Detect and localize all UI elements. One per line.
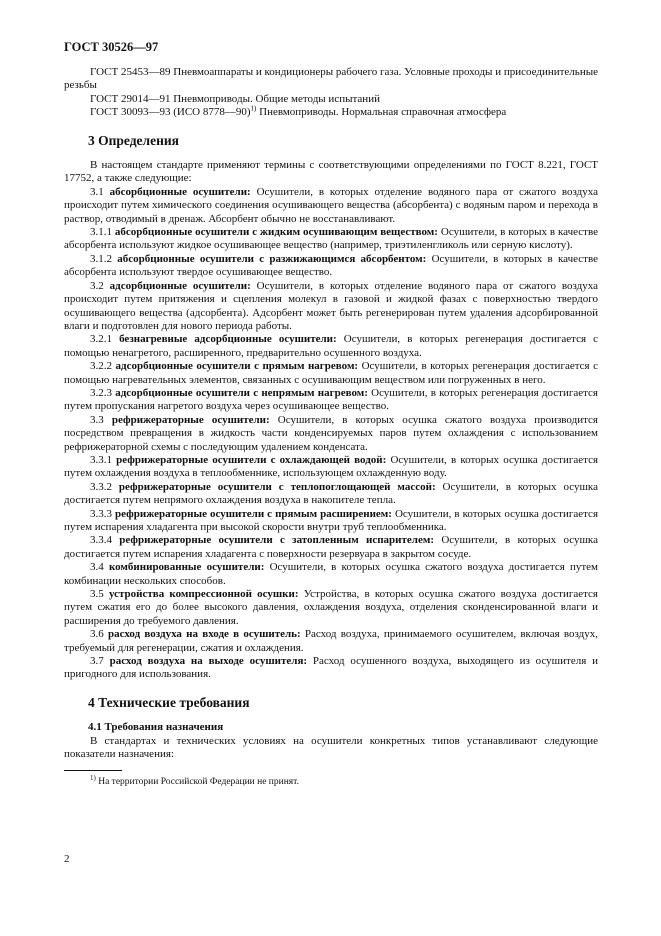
definition-text: Осушители, в которых отделение водяного пара от сжатого воздуха происходит путем притяжения и сцепления молекул в газовой и жидкой фазах с поверхностью твердого осушивающего вещества (адсорбента). Адсорбент может быть регенерирован путем удаления адсорбированной влаги и подготовлен для нового периода работы. [64,279,598,332]
definition-term: расход воздуха на выходе осушителя: [109,655,308,668]
definition-number: 3.2.2 [90,360,116,373]
document-body [64,66,598,789]
definition-term: адсорбционные осушители с непрямым нагревом: [115,386,368,399]
definition-item [64,253,598,280]
definition-item [64,561,598,588]
definition-number: 3.2.3 [90,386,116,399]
definition-text: Осушители, в которых отделение водяного пара от сжатого воздуха происходит путем химического соединения осушивающего вещества (абсорбента) с водяным паром и перехода в раствор, отводимый в дренаж. Абсорбент обычно не восстанавливают. [64,185,598,225]
definition-text: Осушители, в которых регенерация достигается с помощью нагревательных элементов, связанных с осушивающим веществом или погруженных в него. [64,360,598,386]
subsection-4-1-text: В стандартах и технических условиях на осушители конкретных типов устанавливают следующие показатели назначения: [64,734,598,761]
definition-number: 3.4 [90,561,109,574]
definition-number: 3.3.3 [90,507,116,520]
definition-item [64,280,598,334]
reference-code: ГОСТ 25453—89 [90,66,171,78]
footnote-divider [64,770,122,771]
definition-item [64,628,598,655]
definition-text: Осушители, в которых осушка достигается путем испарения хладагента с поверхности резервуара в закрытом сосуде. [64,534,598,560]
definition-term: рефрижераторные осушители с охлаждающей водой: [116,453,387,466]
reference-item [64,93,598,106]
definition-number: 3.6 [90,628,108,641]
footnote-reference: 1) [250,104,257,113]
definition-term: устройства компрессионной осушки: [108,588,299,601]
definition-item [64,226,598,253]
footnote-mark: 1) [90,773,96,782]
reference-code: ГОСТ 29014—91 [90,92,171,105]
definition-number: 3.7 [90,655,110,668]
definition-item [64,333,598,360]
definition-item [64,454,598,481]
definition-text: Устройства, в которых осушка сжатого воздуха достигается путем сжатия его до более высокого давления, охлаждения воздуха, отделения сконденсированной влаги и расширения до требуемого давления. [64,588,598,627]
definition-text: Осушители, в которых осушка достигается путем охлаждения воздуха в теплообменнике, использующем охлажденную воду. [64,453,599,480]
reference-text: Пневмоаппараты и кондиционеры рабочего газа. Условные проходы и присоединительные резьбы [64,66,598,92]
definition-term: адсорбционные осушители: [109,279,251,292]
section-3-heading: 3 Определения [88,132,179,148]
reference-code: ГОСТ 30093—93 (ИСО 8778—90) [90,106,251,119]
definition-number: 3.3.1 [90,453,117,466]
definition-number: 3.2 [90,279,110,292]
definition-text: Осушители, в которых в качестве абсорбента используют жидкое осушивающее вещество (например, триэтиленгликоль или серную кислоту). [64,226,598,252]
definition-number: 3.2.1 [90,333,120,346]
references-list [64,66,598,120]
definition-item [64,508,598,535]
definition-item [64,360,598,387]
definition-term: абсорбционные осушители с разжижающимся абсорбентом: [117,252,427,265]
reference-item [64,106,598,119]
definition-item [64,387,598,414]
definition-text: Осушители, в которых в качестве абсорбента используют твердое осушивающее вещество. [64,252,598,279]
definition-number: 3.3 [90,413,112,426]
definition-term: безнагревные адсорбционные осушители: [119,333,337,346]
definition-number: 3.1.2 [90,252,118,265]
definition-text: Расход осушенного воздуха, выходящего из осушителя и пригодного для использования. [64,655,598,681]
reference-text: Пневмоприводы. Нормальная справочная атмосфера [256,106,507,119]
definition-term: рефрижераторные осушители с прямым расширением: [115,507,392,520]
footnote [64,773,598,789]
definition-text: Осушители, в которых регенерация достигается путем пропускания нагретого воздуха через осушивающее вещество. [64,386,598,413]
subsection-4-1-heading: 4.1 Требования назначения [88,721,224,734]
definition-item [64,534,598,561]
section-4-heading: 4 Технические требования [88,694,250,710]
definition-term: адсорбционные осушители с прямым нагревом: [115,360,359,373]
document-header: ГОСТ 30526—97 [64,40,159,54]
page-number: 2 [64,853,70,865]
reference-item [64,66,598,93]
definition-term: рефрижераторные осушители с затопленным испарителем: [119,534,435,547]
definition-text: Осушители, в которых осушка достигается путем непрямого охлаждения воздуха в накопителе тепла. [64,480,598,507]
definition-term: абсорбционные осушители с жидким осушивающим веществом: [114,226,438,239]
definition-number: 3.5 [90,588,109,601]
definition-text: Осушители, в которых осушка сжатого воздуха достигается путем комбинации нескольких способов. [64,561,598,587]
section-3-intro: В настоящем стандарте применяют термины с соответствующими определениями по ГОСТ 8.221, ГОСТ 17752, а также следующие: [64,159,598,185]
definition-item [64,186,598,226]
definition-term: абсорбционные осушители: [109,185,251,198]
definition-item [64,588,598,628]
definition-item [64,655,598,682]
definition-text: Осушители, в которых осушка достигается путем испарения хладагента при высокой скорости внутри труб теплообменника. [64,507,598,533]
definition-number: 3.1.1 [90,226,115,239]
reference-text: Пневмоприводы. Общие методы испытаний [170,92,380,105]
footnote-text: На территории Российской Федерации не принят. [95,776,299,787]
definition-text: Расход воздуха, принимаемого осушителем, включая воздух, требуемый для регенерации, сжатия и охлаждения. [64,628,598,654]
definition-term: комбинированные осушители: [108,561,265,574]
definition-item [64,414,598,454]
definition-text: Осушители, в которых регенерация достигается с помощью ненагретого, расширенного, предварительно осушенного воздуха. [64,333,598,359]
definition-term: рефрижераторные осушители: [111,413,270,426]
definition-term: рефрижераторные осушители с теплопоглощающей массой: [118,480,436,493]
definitions-list [64,186,598,682]
definition-number: 3.3.4 [90,534,120,547]
definition-term: расход воздуха на входе в осушитель: [108,628,301,641]
definition-text: Осушители, в которых осушка сжатого воздуха производится посредством превращения в жидкость части конденсируемых паров путем охлаждения с использованием рефрижераторной схемы с последующим удалением конденсата. [64,413,598,453]
definition-number: 3.1 [90,185,110,198]
definition-item [64,481,598,508]
definition-number: 3.3.2 [90,480,119,493]
